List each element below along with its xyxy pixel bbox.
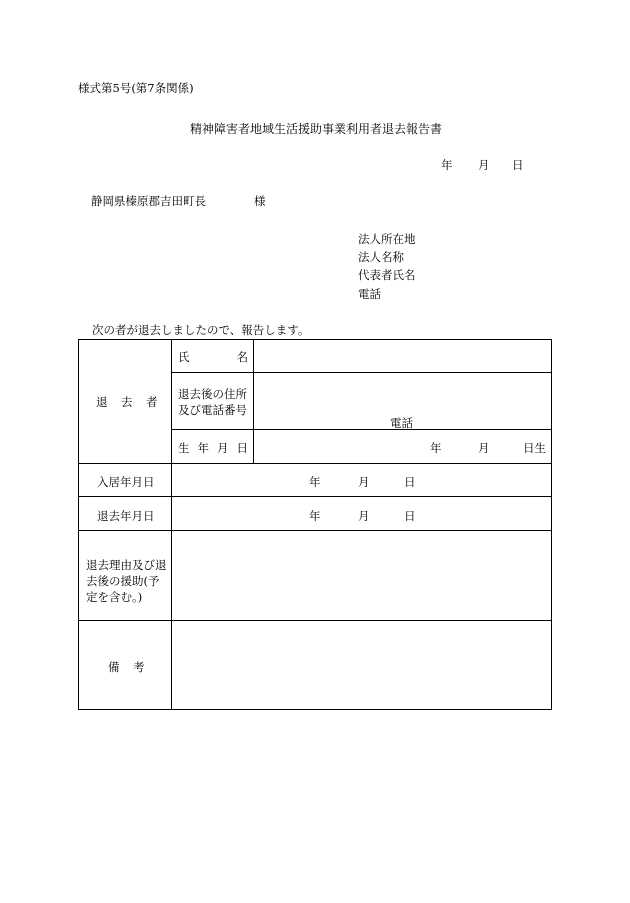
phone-label: 電話 <box>390 416 413 430</box>
name-label-char: 氏 <box>178 350 190 364</box>
reporter-address-label: 法人所在地 <box>358 232 416 246</box>
reporter-representative-label: 代表者氏名 <box>358 268 416 282</box>
reason-label-line1: 退去理由及び退 <box>86 558 167 572</box>
move-in-month: 月 <box>358 475 370 489</box>
address-label-line2: 及び電話番号 <box>178 403 247 417</box>
addressee-honorific: 様 <box>254 194 266 208</box>
move-out-year: 年 <box>309 509 321 523</box>
addressee-name: 静岡県榛原郡吉田町長 <box>91 194 206 208</box>
form-number: 様式第5号(第7条関係) <box>78 81 194 95</box>
reason-label-line2: 去後の援助(予 <box>86 574 160 588</box>
move-out-label: 退去年月日 <box>97 509 155 523</box>
move-out-month: 月 <box>358 509 370 523</box>
birth-field[interactable] <box>254 430 550 463</box>
birth-year-suffix: 年 <box>430 441 442 455</box>
move-out-day: 日 <box>404 509 416 523</box>
date-year: 年 <box>441 158 453 172</box>
remarks-field[interactable] <box>172 621 550 709</box>
birth-label-char: 日 <box>236 441 248 455</box>
birth-day-suffix: 日生 <box>523 441 546 455</box>
remarks-label: 備 考 <box>108 660 146 674</box>
table-border-bottom <box>78 709 552 710</box>
birth-label-char: 月 <box>217 441 229 455</box>
table-border-right <box>551 339 552 710</box>
reporter-phone-label: 電話 <box>358 287 381 301</box>
reporter-name-label: 法人名称 <box>358 250 404 264</box>
name-field[interactable] <box>254 340 550 372</box>
move-in-year: 年 <box>309 475 321 489</box>
move-in-day: 日 <box>404 475 416 489</box>
birth-label <box>178 440 248 456</box>
birth-month-suffix: 月 <box>478 441 490 455</box>
reason-label-line3: 定を含む。) <box>86 590 143 604</box>
reason-field[interactable] <box>172 531 550 620</box>
name-label <box>178 349 248 365</box>
table-border-left <box>78 339 79 710</box>
move-in-label: 入居年月日 <box>97 475 155 489</box>
birth-label-char: 生 <box>178 441 190 455</box>
address-label-line1: 退去後の住所 <box>178 387 247 401</box>
intro-text: 次の者が退去しましたので、報告します。 <box>92 323 310 337</box>
name-label-char: 名 <box>236 350 248 364</box>
section-label-leaver: 退 去 者 <box>96 395 159 409</box>
page-title: 精神障害者地域生活援助事業利用者退去報告書 <box>190 122 443 136</box>
birth-label-char: 年 <box>197 441 209 455</box>
date-month: 月 <box>478 158 490 172</box>
date-day: 日 <box>512 158 524 172</box>
